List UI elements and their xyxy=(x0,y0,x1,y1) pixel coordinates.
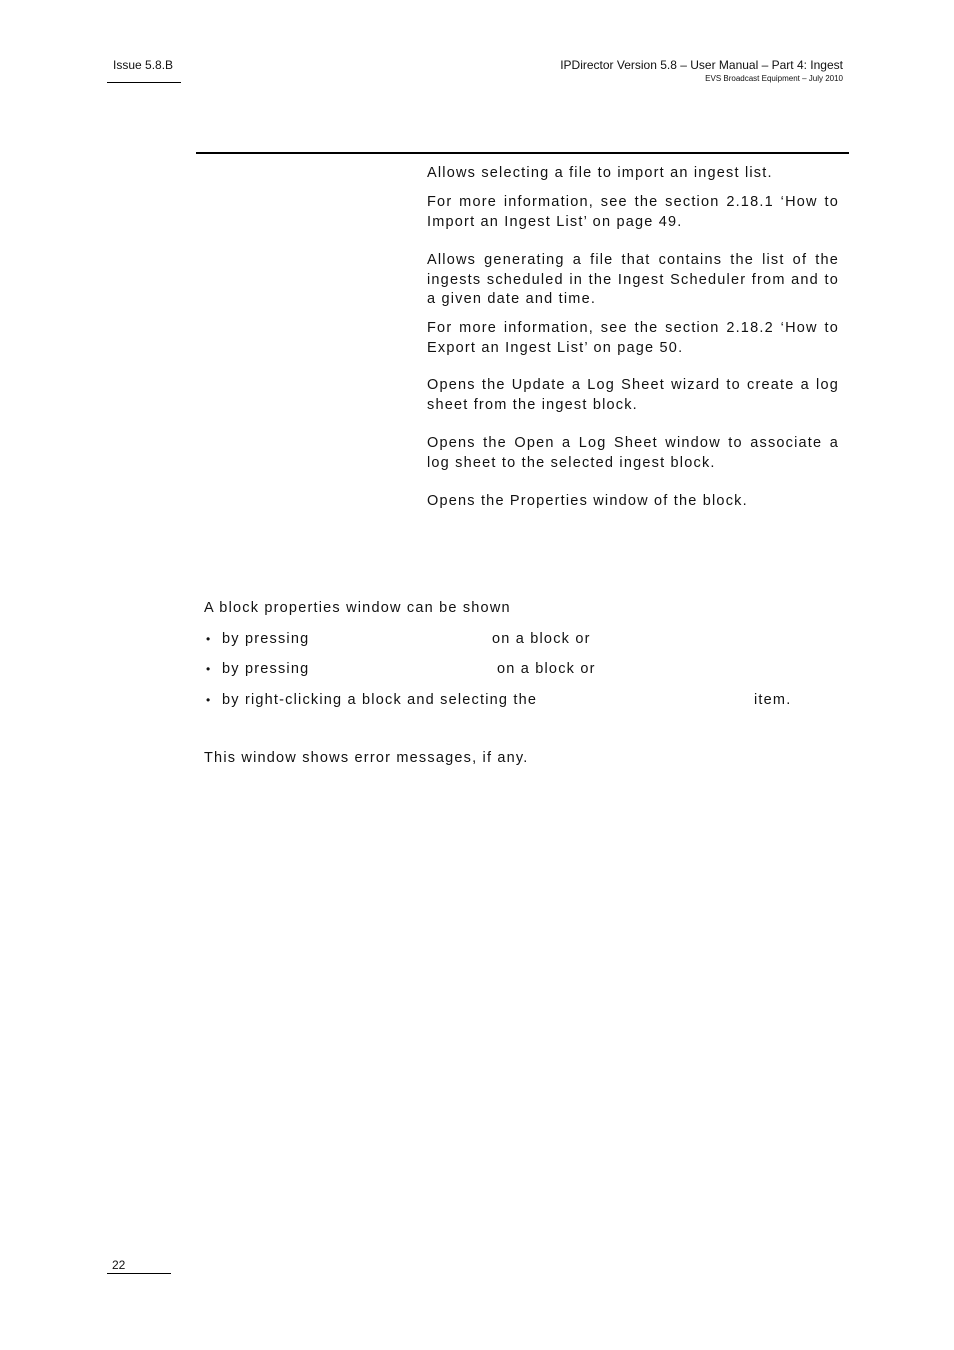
export-description: Allows generating a file that contains the list of the ingests scheduled in the Ingest Scheduler from and to a given date and time. xyxy=(427,252,839,307)
properties-description: Opens the Properties window of the block. xyxy=(427,493,748,509)
page-number: 22 xyxy=(112,1258,126,1272)
import-reference: For more information, see the section 2.18.1 ‘How to Import an Ingest List’ on page 49. xyxy=(427,194,839,230)
update-log-sheet-description: Opens the Update a Log Sheet wizard to create a log sheet from the ingest block. xyxy=(427,377,839,413)
export-reference: For more information, see the section 2.18.2 ‘How to Export an Ingest List’ on page 50. xyxy=(427,320,839,356)
header-rule xyxy=(107,82,181,83)
issue-label: Issue 5.8.B xyxy=(113,58,174,72)
bullet-1-before: by pressing xyxy=(222,631,310,647)
open-log-sheet-description: Opens the Open a Log Sheet window to associate a log sheet to the selected ingest block. xyxy=(427,435,839,471)
bullet-2-after: on a block or xyxy=(497,661,596,677)
bullet-marker: • xyxy=(206,662,211,676)
bullet-marker: • xyxy=(206,693,211,707)
properties-intro: A block properties window can be shown xyxy=(204,600,511,616)
bullet-2-before: by pressing xyxy=(222,661,310,677)
table-top-rule xyxy=(196,152,849,154)
bullet-3-before: by right-clicking a block and selecting the xyxy=(222,692,538,708)
document-title: IPDirector Version 5.8 – User Manual – Part 4: Ingest xyxy=(560,58,843,72)
document-subtitle: EVS Broadcast Equipment – July 2010 xyxy=(705,74,843,83)
bullet-1-after: on a block or xyxy=(492,631,591,647)
import-description: Allows selecting a file to import an ingest list. xyxy=(427,165,773,181)
footer-rule xyxy=(107,1273,171,1274)
bullet-marker: • xyxy=(206,632,211,646)
bullet-3-after: item. xyxy=(754,692,792,708)
error-window-description: This window shows error messages, if any. xyxy=(204,750,529,766)
